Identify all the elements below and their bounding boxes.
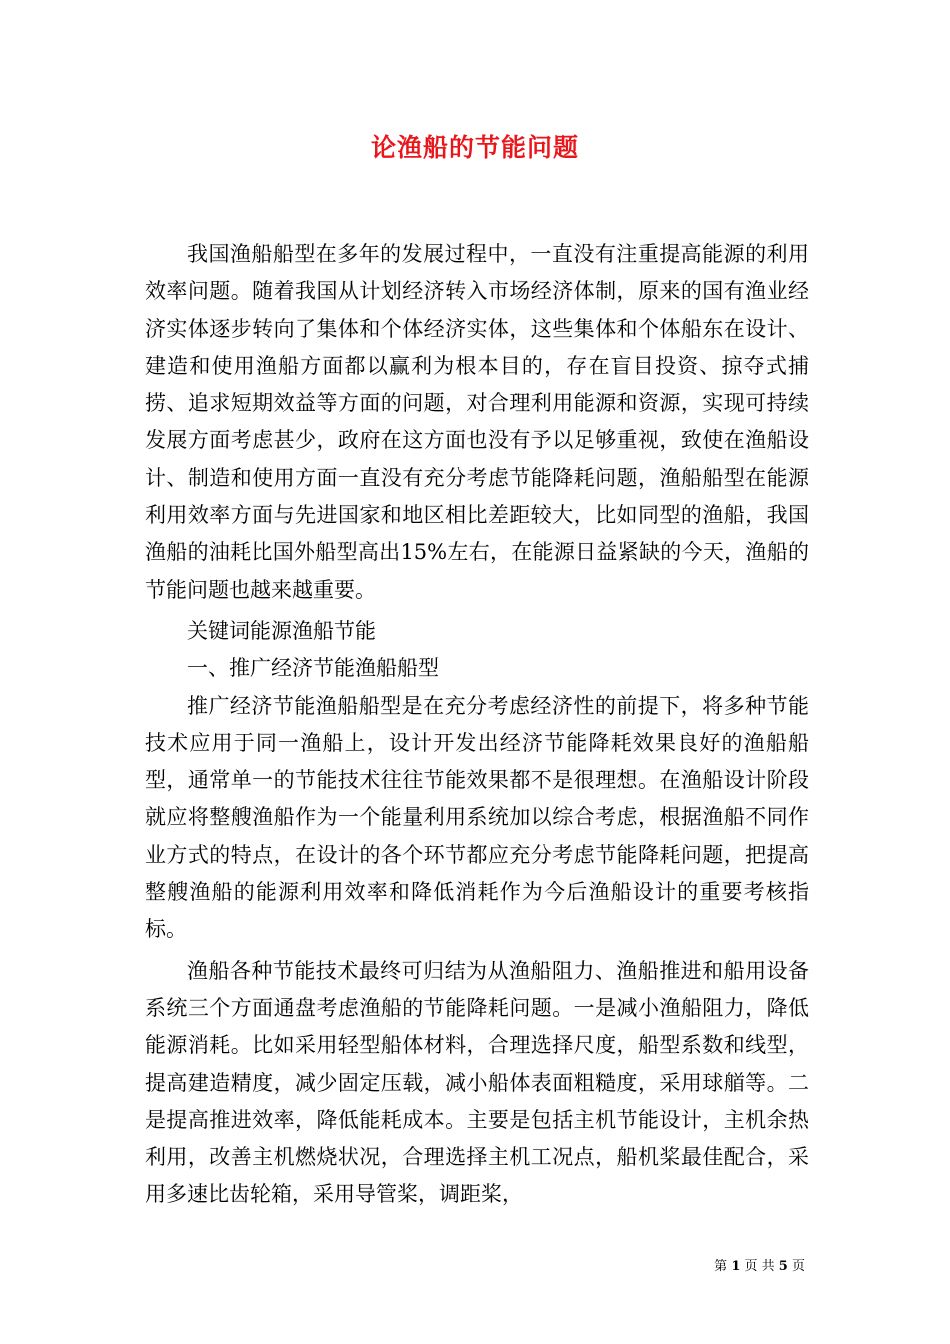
footer-middle: 页 共 bbox=[744, 1259, 775, 1274]
document-title: 论渔船的节能问题 bbox=[370, 133, 579, 162]
footer-suffix: 页 bbox=[791, 1259, 805, 1274]
footer-total-pages: 5 bbox=[778, 1259, 788, 1274]
page-footer bbox=[0, 1255, 805, 1274]
paragraph-section-1: 推广经济节能渔船船型是在充分考虑经济性的前提下，将多种节能技术应用于同一渔船上，设计开发出经济节能降耗效果良好的渔船船型，通常单一的节能技术往往节能效果都不是很理想。在渔船设计阶段就应将整艘渔船作为一个能量利用系统加以综合考虑，根据渔船不同作业方式的特点，在设计的各个环节都应充分考虑节能降耗问题，把提高整艘渔船的能源利用效率和降低消耗作为今后渔船设计的重要考核指标。 bbox=[145, 693, 809, 942]
paragraph-intro: 我国渔船船型在多年的发展过程中，一直没有注重提高能源的利用效率问题。随着我国从计划经济转入市场经济体制，原来的国有渔业经济实体逐步转向了集体和个体经济实体，这些集体和个体船东在设计、建造和使用渔船方面都以赢利为根本目的，存在盲目投资、掠夺式捕捞、追求短期效益等方面的问题，对合理利用能源和资源，实现可持续发展方面考虑甚少，政府在这方面也没有予以足够重视，致使在渔船设计、制造和使用方面一直没有充分考虑节能降耗问题，渔船船型在能源利用效率方面与先进国家和地区相比差距较大，比如同型的渔船，我国渔船的油耗比国外船型高出15%左右，在能源日益紧缺的今天，渔船的节能问题也越来越重要。 bbox=[145, 242, 809, 602]
document-body bbox=[145, 236, 809, 1214]
section-heading-1: 一、推广经济节能渔船船型 bbox=[187, 656, 439, 681]
paragraph-keywords: 关键词能源渔船节能 bbox=[187, 618, 376, 643]
footer-current-page: 1 bbox=[731, 1259, 741, 1274]
paragraph-techniques: 渔船各种节能技术最终可归结为从渔船阻力、渔船推进和船用设备系统三个方面通盘考虑渔船的节能降耗问题。一是减小渔船阻力，降低能源消耗。比如采用轻型船体材料，合理选择尺度，船型系数和线型，提高建造精度，减少固定压载，减小船体表面粗糙度，采用球艏等。二是提高推进效率，降低能耗成本。主要是包括主机节能设计，主机余热利用，改善主机燃烧状况，合理选择主机工况点，船机桨最佳配合，采用多速比齿轮箱，采用导管桨，调距桨， bbox=[145, 958, 809, 1207]
footer-prefix: 第 bbox=[714, 1259, 728, 1274]
